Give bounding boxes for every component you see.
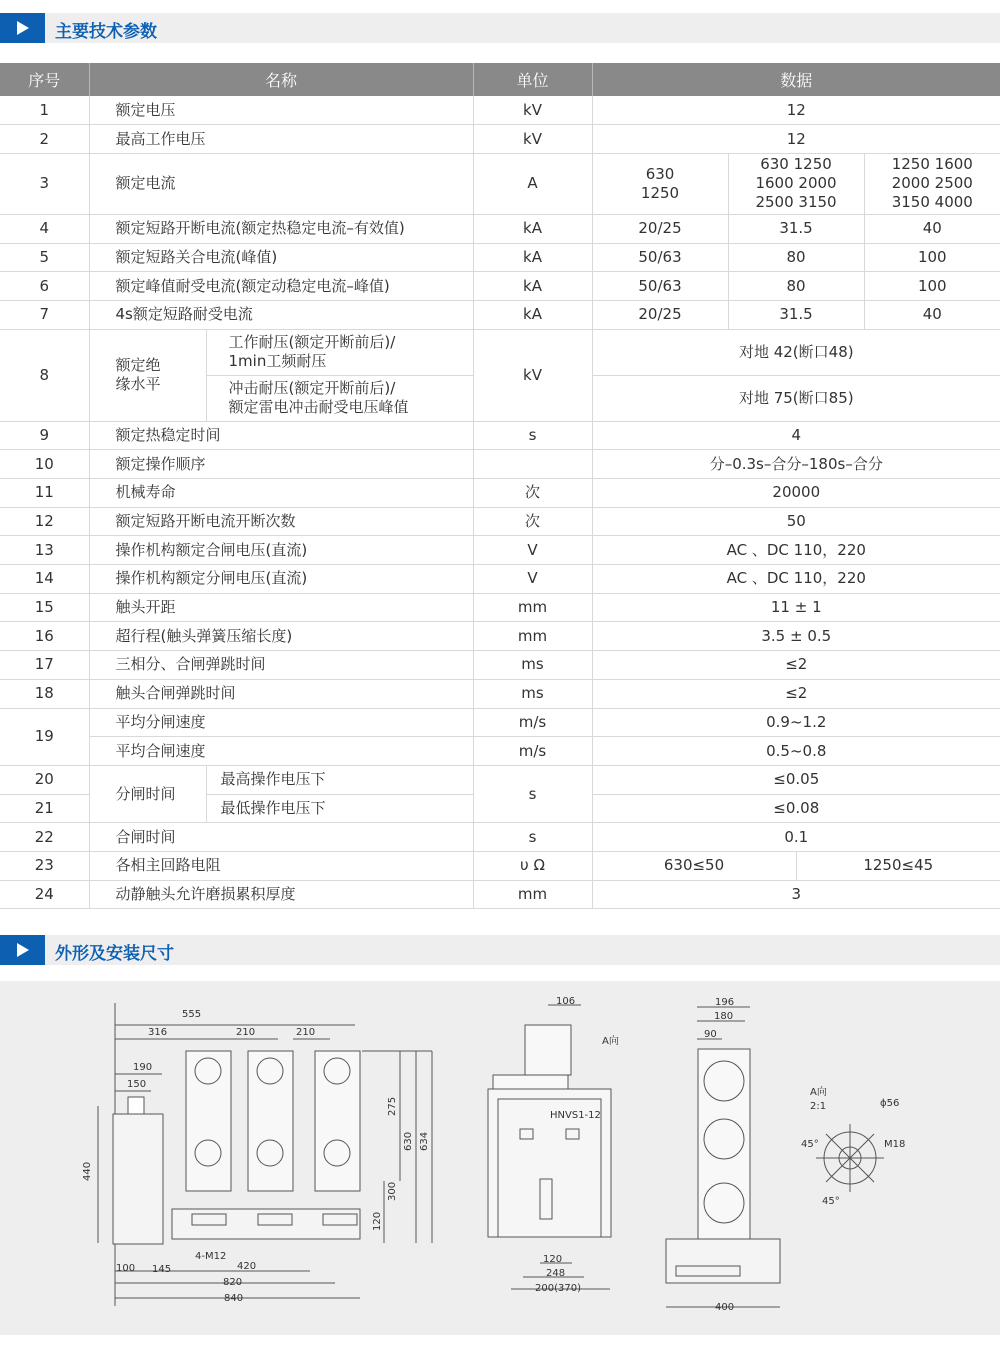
cell-no: 23 — [0, 851, 89, 880]
cell-unit: υ Ω — [473, 851, 592, 880]
dim-label: 630 — [403, 1131, 414, 1151]
cell-data: 分–0.3s–合分–180s–合分 — [592, 450, 1000, 479]
cell-data: 50 — [592, 507, 1000, 536]
cell-no: 7 — [0, 300, 89, 329]
section-title: 外形及安装尺寸 — [55, 944, 174, 964]
table-row — [0, 593, 1000, 622]
cell-unit: s — [473, 765, 592, 822]
cell-unit: ms — [473, 651, 592, 680]
cell-data: 50/63 — [592, 243, 728, 272]
cell-data: 1250≤45 — [796, 851, 1000, 880]
play-triangle-icon — [17, 21, 29, 35]
table-row — [0, 96, 1000, 125]
cell-no: 13 — [0, 536, 89, 565]
table-row — [0, 536, 1000, 565]
cell-unit: s — [473, 421, 592, 450]
cell-name: 额定短路关合电流(峰值) — [89, 243, 473, 272]
table-row — [0, 300, 1000, 329]
cell-no: 11 — [0, 479, 89, 508]
drawing-svg — [0, 981, 1000, 1335]
dim-label: 120 — [543, 1254, 563, 1265]
table-row — [0, 479, 1000, 508]
cell-unit: V — [473, 536, 592, 565]
cell-name: 三相分、合闸弹跳时间 — [89, 651, 473, 680]
cell-name: 平均分闸速度 — [89, 708, 473, 737]
dim-label: 210 — [236, 1027, 256, 1038]
section-header-dimensions — [0, 935, 1000, 965]
table-row — [0, 708, 1000, 737]
table-row — [0, 153, 1000, 214]
cell-unit: kV — [473, 329, 592, 421]
detail-view-labels — [801, 1085, 905, 1207]
cell-unit: kA — [473, 272, 592, 301]
dim-label: 316 — [148, 1027, 168, 1038]
cell-data: 20/25 — [592, 300, 728, 329]
dim-label: 300 — [387, 1181, 398, 1201]
cell-data: 630 1250 1600 2000 2500 3150 — [728, 153, 864, 214]
dim-label: 555 — [182, 1009, 202, 1020]
cell-data: 20000 — [592, 479, 1000, 508]
dim-label: 4-M12 — [195, 1251, 227, 1262]
cell-no: 14 — [0, 565, 89, 594]
cell-data: 对地 42(断口48) — [592, 329, 1000, 375]
cell-unit: ms — [473, 679, 592, 708]
cell-data: ≤2 — [592, 679, 1000, 708]
cell-unit: A — [473, 153, 592, 214]
cell-subname: 最低操作电压下 — [206, 794, 473, 823]
dim-label: 150 — [127, 1079, 147, 1090]
cell-data: 0.9~1.2 — [592, 708, 1000, 737]
scale-label: 2:1 — [810, 1101, 827, 1112]
cell-data: AC 、DC 110，220 — [592, 536, 1000, 565]
table-row — [0, 507, 1000, 536]
table-row — [0, 737, 1000, 766]
dim-label: 275 — [387, 1096, 398, 1116]
cell-unit — [473, 450, 592, 479]
dim-label: 440 — [82, 1161, 93, 1181]
cell-no: 10 — [0, 450, 89, 479]
cell-subname: 冲击耐压(额定开断前后)/ 额定雷电冲击耐受电压峰值 — [206, 375, 473, 421]
table-row — [0, 622, 1000, 651]
dim-label: 90 — [704, 1029, 717, 1040]
cell-data: ≤0.05 — [592, 765, 1000, 794]
play-triangle-icon — [17, 943, 29, 957]
cell-name: 额定峰值耐受电流(额定动稳定电流–峰值) — [89, 272, 473, 301]
cell-data: 100 — [864, 272, 1000, 301]
cell-data: 12 — [592, 96, 1000, 125]
cell-data: 0.1 — [592, 823, 1000, 852]
cell-data: 80 — [728, 272, 864, 301]
angle-label: 45° — [801, 1139, 819, 1150]
cell-no: 9 — [0, 421, 89, 450]
dim-label: 400 — [715, 1302, 735, 1313]
cell-name: 额定绝 缘水平 — [89, 329, 206, 421]
table-row — [0, 823, 1000, 852]
cell-unit: mm — [473, 622, 592, 651]
table-row — [0, 214, 1000, 243]
header-no: 序号 — [0, 63, 89, 96]
dim-label: 106 — [556, 996, 576, 1007]
dim-label: 120 — [372, 1211, 383, 1231]
cell-name: 各相主回路电阻 — [89, 851, 473, 880]
cell-name: 额定热稳定时间 — [89, 421, 473, 450]
cell-data: 100 — [864, 243, 1000, 272]
cell-data: 3 — [592, 880, 1000, 909]
dim-label: 196 — [715, 997, 735, 1008]
cell-unit: 次 — [473, 479, 592, 508]
cell-no: 3 — [0, 153, 89, 214]
cell-name: 操作机构额定合闸电压(直流) — [89, 536, 473, 565]
cell-name: 操作机构额定分闸电压(直流) — [89, 565, 473, 594]
dim-label: 190 — [133, 1062, 153, 1073]
cell-data: AC 、DC 110，220 — [592, 565, 1000, 594]
cell-no: 22 — [0, 823, 89, 852]
cell-data: 4 — [592, 421, 1000, 450]
cell-data: 630 1250 — [592, 153, 728, 214]
table-header-row — [0, 63, 1000, 96]
cell-no: 16 — [0, 622, 89, 651]
table-row — [0, 679, 1000, 708]
cell-data: 31.5 — [728, 214, 864, 243]
table-row — [0, 651, 1000, 680]
header-data: 数据 — [592, 63, 1000, 96]
cell-unit: mm — [473, 593, 592, 622]
section-title: 主要技术参数 — [55, 22, 157, 42]
cell-no: 8 — [0, 329, 89, 421]
cell-no: 5 — [0, 243, 89, 272]
cell-name: 4s额定短路耐受电流 — [89, 300, 473, 329]
dim-label: 210 — [296, 1027, 316, 1038]
cell-name: 机械寿命 — [89, 479, 473, 508]
cell-name: 动静触头允许磨损累积厚度 — [89, 880, 473, 909]
top-view — [666, 1007, 780, 1307]
cell-data: ≤2 — [592, 651, 1000, 680]
cell-unit: m/s — [473, 737, 592, 766]
cell-name: 额定电流 — [89, 153, 473, 214]
detail-view — [816, 1124, 884, 1192]
dim-label: 100 — [116, 1263, 136, 1274]
cell-data: 对地 75(断口85) — [592, 375, 1000, 421]
dim-label: 145 — [152, 1264, 172, 1275]
cell-name: 触头开距 — [89, 593, 473, 622]
cell-no: 4 — [0, 214, 89, 243]
cell-data: 31.5 — [728, 300, 864, 329]
cell-data: 630≤50 — [592, 851, 796, 880]
dim-label: 840 — [224, 1293, 244, 1304]
dim-label: 420 — [237, 1261, 257, 1272]
front-view — [98, 1003, 432, 1306]
cell-no: 19 — [0, 708, 89, 765]
table-row — [0, 421, 1000, 450]
cell-unit: kA — [473, 214, 592, 243]
cell-no: 6 — [0, 272, 89, 301]
cell-name: 额定短路开断电流(额定热稳定电流–有效值) — [89, 214, 473, 243]
cell-name: 超行程(触头弹簧压缩长度) — [89, 622, 473, 651]
cell-unit: s — [473, 823, 592, 852]
cell-no: 1 — [0, 96, 89, 125]
cell-unit: mm — [473, 880, 592, 909]
dim-label: 820 — [223, 1277, 243, 1288]
cell-data: 1250 1600 2000 2500 3150 4000 — [864, 153, 1000, 214]
table-row — [0, 272, 1000, 301]
cell-no: 24 — [0, 880, 89, 909]
dim-label: 180 — [714, 1011, 734, 1022]
cell-subname: 工作耐压(额定开断前后)/ 1min工频耐压 — [206, 329, 473, 375]
cell-subname: 最高操作电压下 — [206, 765, 473, 794]
side-view — [488, 1005, 611, 1289]
cell-data: 3.5 ± 0.5 — [592, 622, 1000, 651]
angle-label: 45° — [822, 1196, 840, 1207]
cell-unit: kV — [473, 96, 592, 125]
table-row — [0, 125, 1000, 154]
dim-label: 634 — [419, 1131, 430, 1151]
dim-label: 248 — [546, 1268, 566, 1279]
spec-table — [0, 63, 1000, 909]
table-row — [0, 450, 1000, 479]
section-tab — [0, 935, 45, 965]
dimension-drawings — [0, 981, 1000, 1335]
table-row — [0, 243, 1000, 272]
section-tab — [0, 13, 45, 43]
header-name: 名称 — [89, 63, 473, 96]
table-row — [0, 329, 1000, 375]
cell-name: 额定电压 — [89, 96, 473, 125]
dim-label: ϕ56 — [880, 1098, 900, 1109]
cell-no: 17 — [0, 651, 89, 680]
section-header-specs — [0, 13, 1000, 43]
cell-name: 平均合闸速度 — [89, 737, 473, 766]
dim-label: A向 — [602, 1036, 619, 1047]
cell-data: 0.5~0.8 — [592, 737, 1000, 766]
cell-no: 12 — [0, 507, 89, 536]
dim-label: 200(370) — [535, 1283, 581, 1294]
cell-unit: V — [473, 565, 592, 594]
model-label: HNVS1-12 — [550, 1110, 601, 1121]
cell-data: 80 — [728, 243, 864, 272]
cell-no: 2 — [0, 125, 89, 154]
cell-data: 50/63 — [592, 272, 728, 301]
view-label: A向 — [810, 1087, 827, 1098]
table-row — [0, 880, 1000, 909]
cell-no: 18 — [0, 679, 89, 708]
cell-name: 额定短路开断电流开断次数 — [89, 507, 473, 536]
cell-data: 40 — [864, 300, 1000, 329]
cell-name: 分闸时间 — [89, 765, 206, 822]
table-row — [0, 851, 1000, 880]
cell-unit: m/s — [473, 708, 592, 737]
cell-data: 20/25 — [592, 214, 728, 243]
table-row — [0, 565, 1000, 594]
cell-data: 12 — [592, 125, 1000, 154]
cell-data: ≤0.08 — [592, 794, 1000, 823]
cell-name: 合闸时间 — [89, 823, 473, 852]
cell-unit: 次 — [473, 507, 592, 536]
cell-no: 15 — [0, 593, 89, 622]
cell-name: 最高工作电压 — [89, 125, 473, 154]
cell-no: 21 — [0, 794, 89, 823]
cell-name: 触头合闸弹跳时间 — [89, 679, 473, 708]
cell-data: 11 ± 1 — [592, 593, 1000, 622]
cell-unit: kA — [473, 243, 592, 272]
dim-label: M18 — [884, 1139, 906, 1150]
header-unit: 单位 — [473, 63, 592, 96]
cell-unit: kV — [473, 125, 592, 154]
cell-no: 20 — [0, 765, 89, 794]
table-row — [0, 765, 1000, 794]
cell-name: 额定操作顺序 — [89, 450, 473, 479]
cell-data: 40 — [864, 214, 1000, 243]
cell-unit: kA — [473, 300, 592, 329]
